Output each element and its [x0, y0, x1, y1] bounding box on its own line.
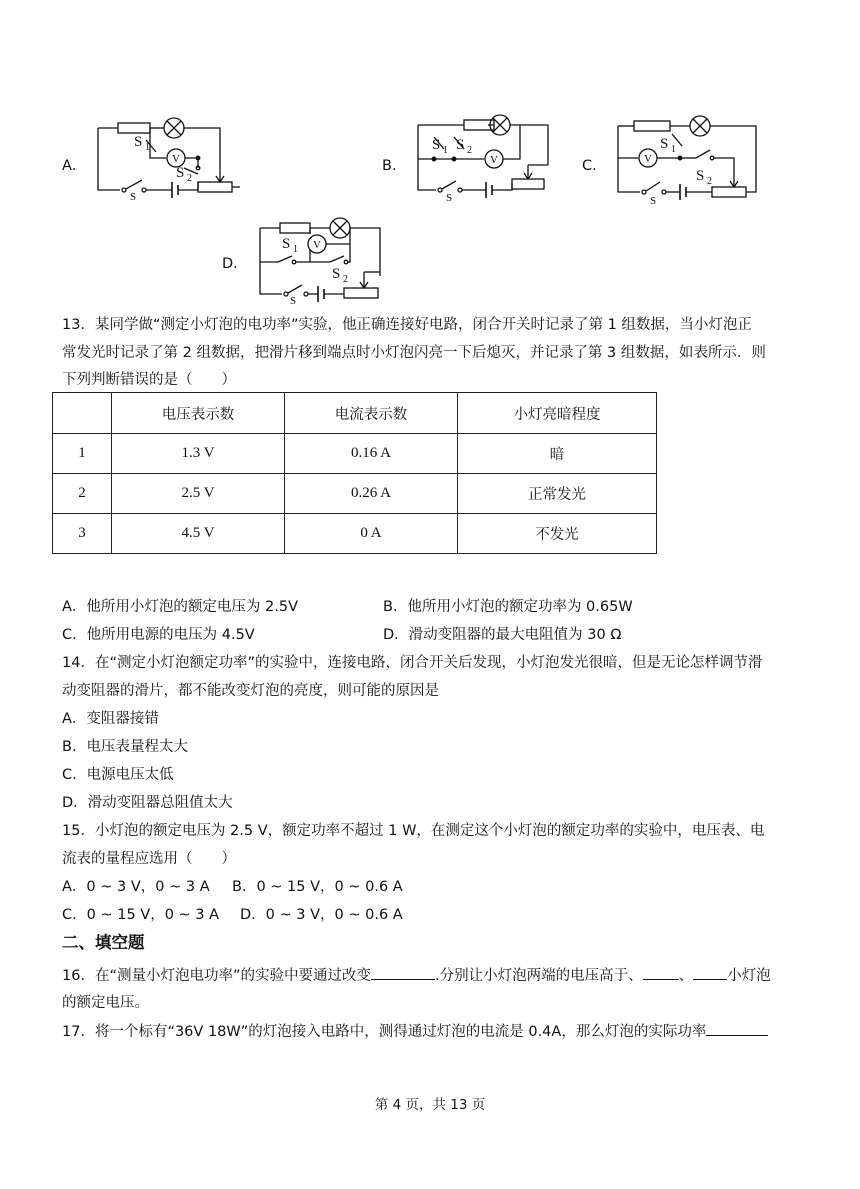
rheostat-icon [712, 187, 746, 197]
table-cell: 0 A [285, 514, 458, 554]
q14-option-b[interactable]: B．电压表量程太大 [62, 739, 188, 755]
q17-text-part1: 17．将一个标有“36V 18W”的灯泡接入电路中，测得通过灯泡的电流是 0.4A，那么灯泡的实际功率 [62, 1024, 707, 1040]
q15-stem-line2: 流表的量程应选用（ ） [62, 851, 236, 867]
q15-option-d[interactable]: D．0 ~ 3 V，0 ~ 0.6 A [240, 907, 403, 923]
resistor-icon [118, 123, 150, 133]
q14-stem-line1: 14．在“测定小灯泡额定功率”的实验中，连接电路，闭合开关后发现，小灯泡发光很暗，但是无论怎样调节滑 [62, 655, 763, 671]
s-label: S [130, 191, 137, 203]
q13-option-b[interactable]: B．他所用小灯泡的额定功率为 0.65W [383, 599, 633, 615]
section-title: 二、填空题 [62, 933, 145, 952]
q14-option-c[interactable]: C．电源电压太低 [62, 767, 174, 783]
svg-text:2: 2 [187, 173, 192, 184]
q16-stem-line2: 的额定电压。 [62, 995, 149, 1011]
table-header-row [53, 393, 657, 434]
svg-text:1: 1 [671, 144, 676, 155]
option-a-label: A． [62, 158, 87, 174]
table-cell: 不发光 [458, 514, 657, 554]
table-cell: 3 [53, 514, 112, 554]
s1-label: S [660, 136, 669, 152]
svg-text:V: V [644, 153, 652, 165]
rheostat-icon [512, 179, 544, 189]
table-header-cell [53, 393, 112, 434]
q16-text-part4: 小灯泡 [727, 968, 771, 984]
table-cell: 2.5 V [112, 474, 285, 514]
rheostat-icon [198, 182, 232, 192]
q13-option-c[interactable]: C．他所用电源的电压为 4.5V [62, 627, 255, 643]
s-label: S [446, 192, 453, 204]
q15-stem-line1: 15．小灯泡的额定电压为 2.5 V，额定功率不超过 1 W，在测定这个小灯泡的额定功率的实验中，电压表、电 [62, 823, 765, 839]
s2-label: S [696, 168, 705, 184]
table-cell: 1.3 V [112, 434, 285, 474]
table-row [53, 474, 657, 514]
rheostat-icon [344, 288, 378, 298]
svg-text:1: 1 [293, 244, 298, 255]
table-cell: 正常发光 [458, 474, 657, 514]
resistor-icon [634, 121, 670, 131]
q16-text-part3: 、 [678, 968, 694, 984]
q13-stem-line2: 常发光时记录了第 2 组数据，把滑片移到端点时小灯泡闪亮一下后熄灭，并记录了第 3 组数据，如表所示．则 [62, 345, 766, 361]
q15-option-c[interactable]: C．0 ~ 15 V，0 ~ 3 A [62, 907, 220, 923]
s2-label: S [456, 137, 465, 153]
q17-stem-line1 [62, 1021, 768, 1042]
answer-blank[interactable] [371, 965, 435, 980]
q13-data-table [52, 392, 657, 554]
table-cell: 4.5 V [112, 514, 285, 554]
svg-text:2: 2 [343, 274, 348, 285]
svg-text:V: V [490, 154, 498, 166]
svg-text:V: V [313, 239, 321, 251]
table-row [53, 514, 657, 554]
svg-text:1: 1 [145, 142, 150, 153]
q16-stem-line1 [62, 965, 771, 986]
answer-blank[interactable] [693, 965, 727, 980]
table-cell: 0.16 A [285, 434, 458, 474]
svg-text:2: 2 [707, 176, 712, 187]
table-header-cell: 电压表示数 [112, 393, 285, 434]
table-cell: 1 [53, 434, 112, 474]
table-cell: 2 [53, 474, 112, 514]
q15-option-a[interactable]: A．0 ~ 3 V，0 ~ 3 A [62, 879, 210, 895]
q16-text-part1: 16．在“测量小灯泡电功率”的实验中要通过改变 [62, 968, 371, 984]
answer-blank[interactable] [706, 1021, 768, 1036]
table-header-cell: 电流表示数 [285, 393, 458, 434]
q13-stem-line1: 13．某同学做“测定小灯泡的电功率”实验，他正确连接好电路，闭合开关时记录了第 1 组数据，当小灯泡正 [62, 317, 752, 333]
svg-text:1: 1 [443, 145, 448, 156]
table-cell: 0.26 A [285, 474, 458, 514]
q15-option-b[interactable]: B．0 ~ 15 V，0 ~ 0.6 A [232, 879, 403, 895]
q14-stem-line2: 动变阻器的滑片，都不能改变灯泡的亮度，则可能的原因是 [62, 683, 439, 699]
option-b-label: B． [382, 158, 407, 174]
table-cell: 暗 [458, 434, 657, 474]
table-header-cell: 小灯亮暗程度 [458, 393, 657, 434]
svg-text:V: V [172, 153, 180, 165]
s1-label: S [282, 236, 291, 252]
circuit-diagram-d [252, 212, 392, 307]
circuit-diagram-c [610, 112, 770, 207]
s-label: S [290, 295, 297, 307]
q13-option-a[interactable]: A．他所用小灯泡的额定电压为 2.5V [62, 599, 299, 615]
s1-label: S [134, 134, 143, 150]
s2-label: S [332, 266, 341, 282]
svg-text:2: 2 [467, 145, 472, 156]
q14-option-d[interactable]: D．滑动变阻器总阻值太大 [62, 795, 233, 811]
table-row [53, 434, 657, 474]
page-number-footer: 第 4 页，共 13 页 [374, 1097, 486, 1113]
q13-option-d[interactable]: D．滑动变阻器的最大电阻值为 30 Ω [383, 627, 622, 643]
s2-label: S [176, 165, 185, 181]
resistor-icon [280, 223, 310, 233]
option-c-label: C． [582, 158, 607, 174]
option-d-label: D． [222, 256, 248, 272]
q14-option-a[interactable]: A．变阻器接错 [62, 711, 159, 727]
answer-blank[interactable] [643, 965, 679, 980]
q13-stem-line3: 下列判断错误的是（ ） [62, 372, 236, 388]
circuit-diagram-b [410, 115, 560, 205]
s-label: S [650, 195, 657, 207]
q16-text-part2: .分别让小灯泡两端的电压高于、 [434, 968, 643, 984]
s1-label: S [432, 137, 441, 153]
circuit-diagram-a [90, 110, 250, 205]
